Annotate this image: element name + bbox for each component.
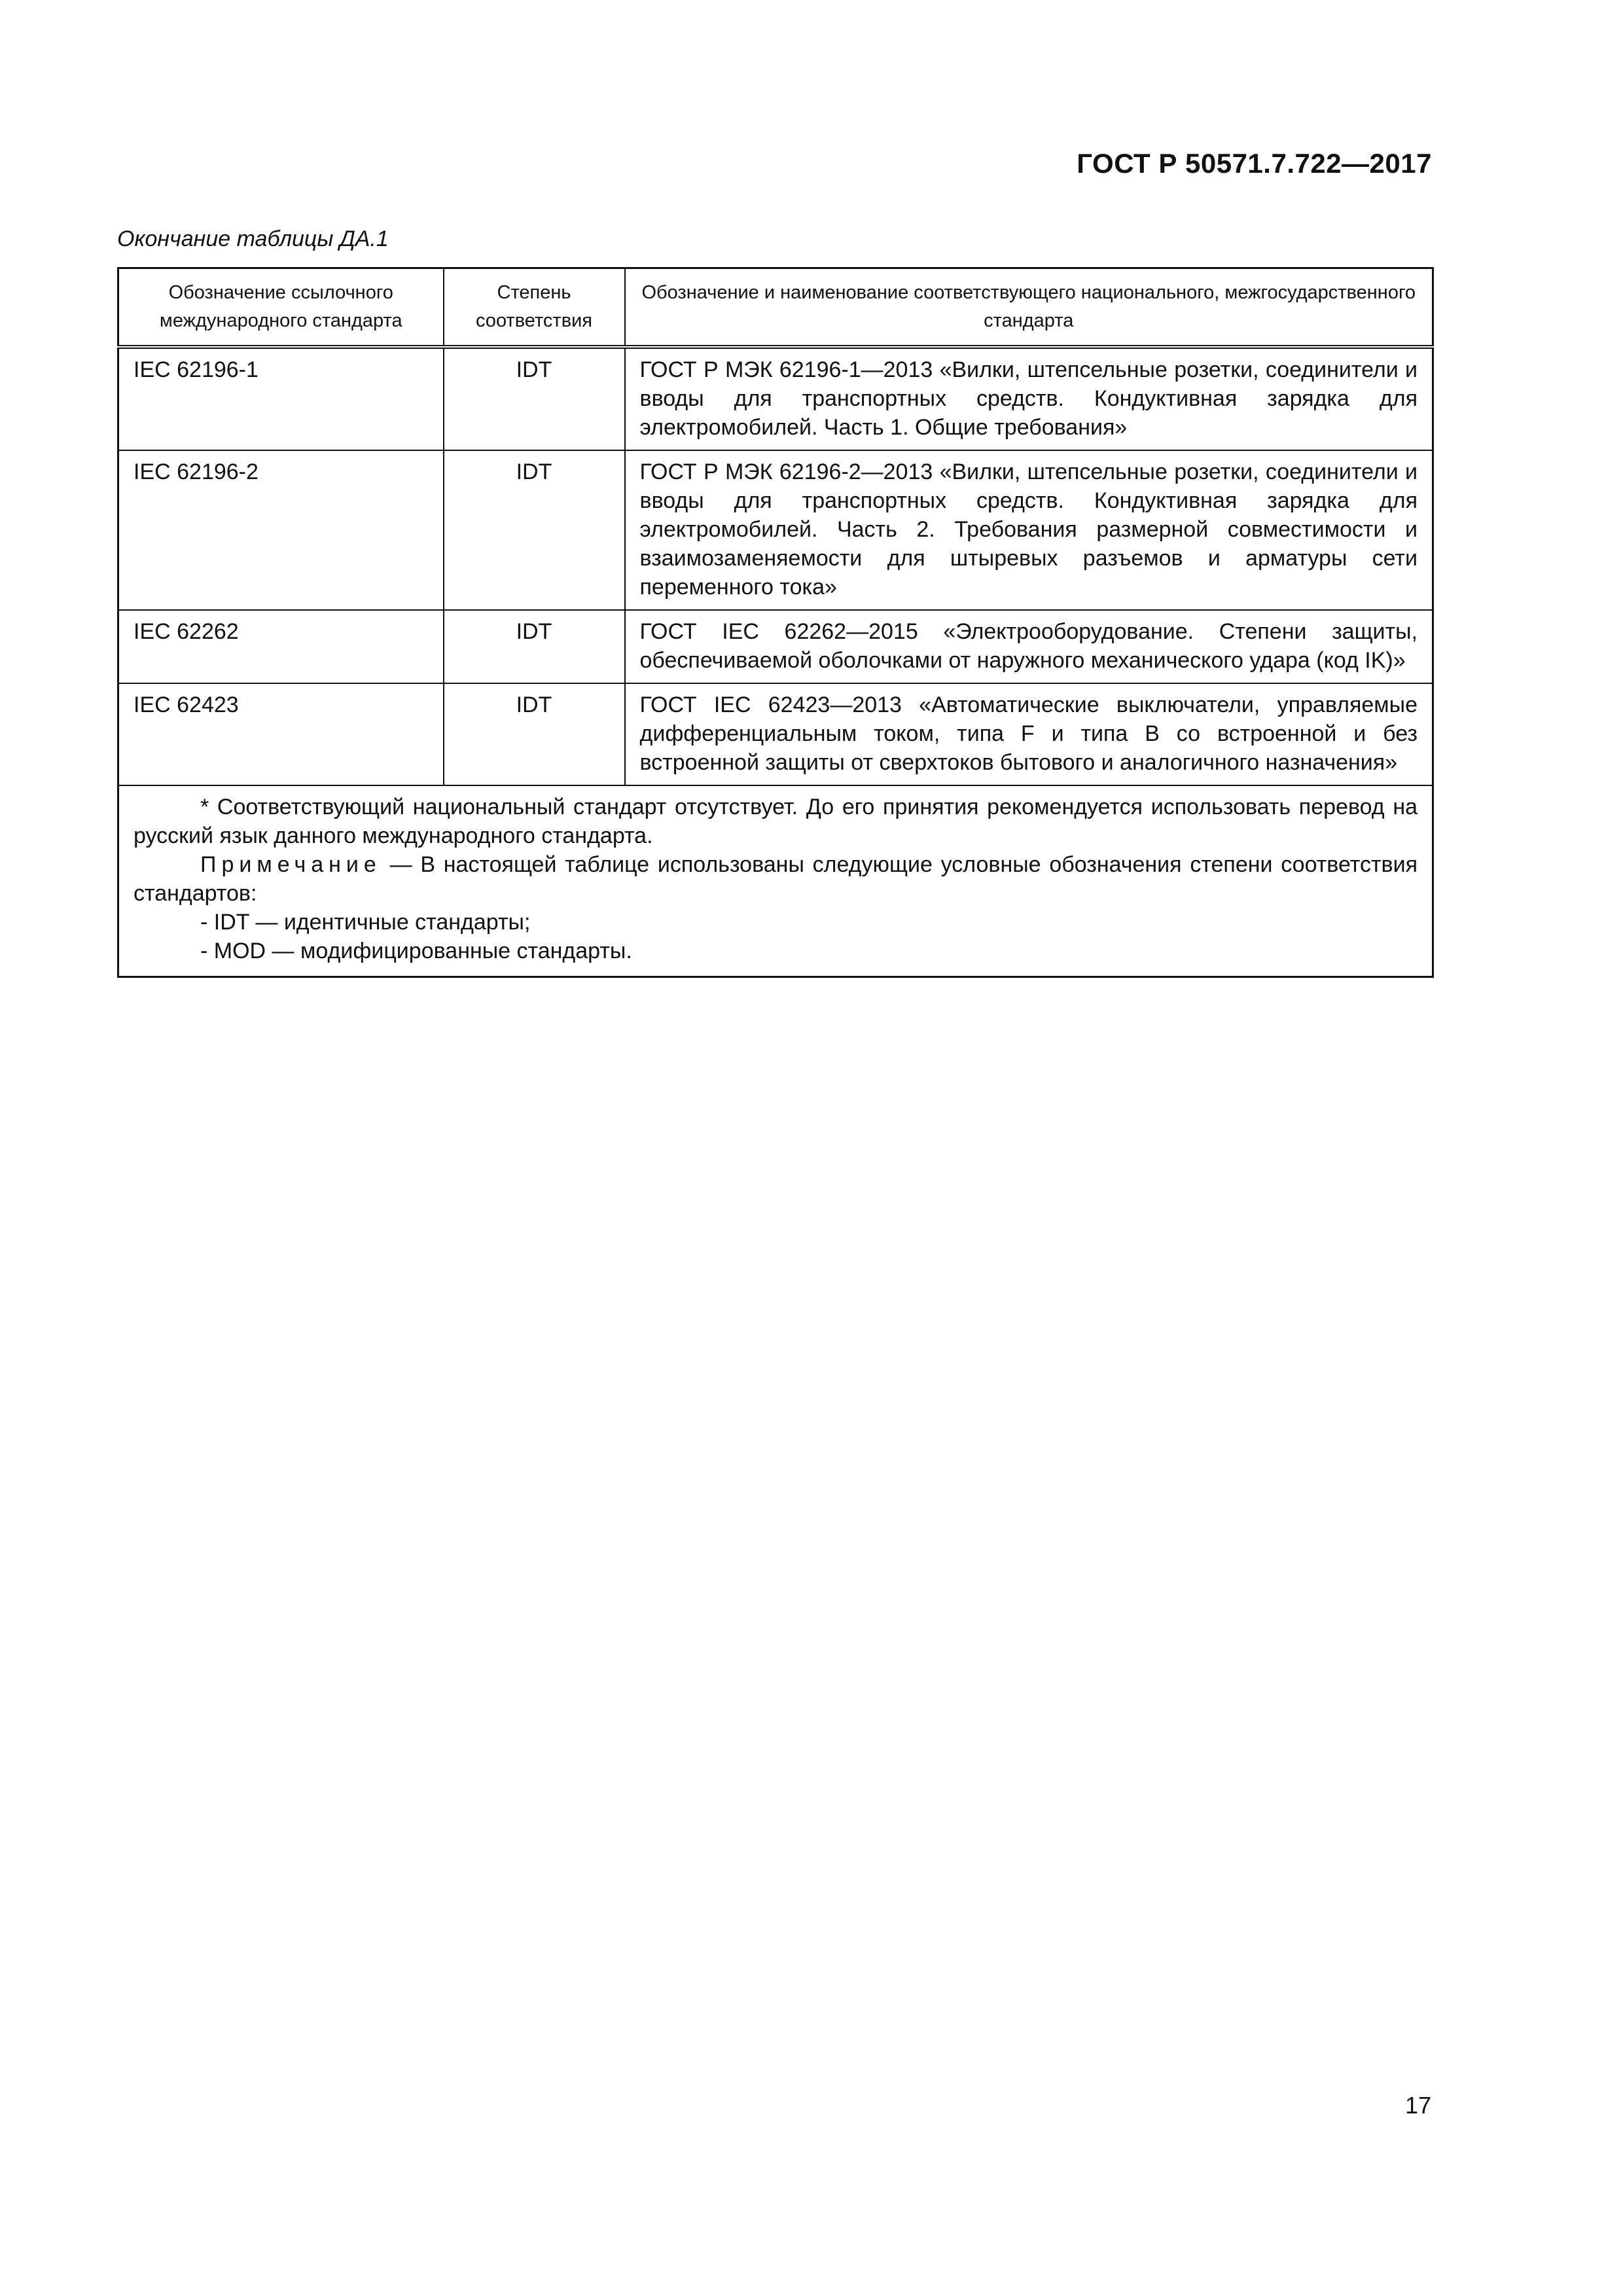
degree-cell: IDT <box>444 610 625 683</box>
table-notes <box>118 785 1433 977</box>
table-row <box>118 683 1433 785</box>
reference-standard-cell: IEC 62262 <box>118 610 444 683</box>
table-row <box>118 347 1433 450</box>
note-text: — В настоящей таблице использованы следующие условные обозначения степени соответствия стандартов: <box>134 852 1418 906</box>
reference-standard-cell: IEC 62196-1 <box>118 347 444 450</box>
national-standard-cell: ГОСТ IEC 62262—2015 «Электрооборудование. Степени защиты, обеспечиваемой оболочками от наружного механического удара (код IK)» <box>625 610 1433 683</box>
document-code: ГОСТ Р 50571.7.722—2017 <box>1077 148 1432 179</box>
degree-cell: IDT <box>444 347 625 450</box>
table-notes-row <box>118 785 1433 977</box>
legend-item-mod: - MOD — модифицированные стандарты. <box>200 939 632 963</box>
standards-correspondence-table <box>117 267 1434 978</box>
reference-standard-cell: IEC 62423 <box>118 683 444 785</box>
national-standard-cell: ГОСТ IEC 62423—2013 «Автоматические выключатели, управляемые дифференциальным током, типа F и типа B со встроенной и без встроенной защиты от сверхтоков бытового и аналогичного назначения» <box>625 683 1433 785</box>
degree-cell: IDT <box>444 683 625 785</box>
note <box>134 850 1418 908</box>
footnote: * Соответствующий национальный стандарт отсутствует. До его принятия рекомендуется использовать перевод на русский язык данного международного стандарта. <box>134 795 1418 848</box>
column-header-national-standard: Обозначение и наименование соответствующего национального, межгосударственного стандарта <box>625 268 1433 348</box>
table-header <box>118 268 1433 348</box>
note-label: Примечание <box>200 852 382 877</box>
table-row <box>118 450 1433 610</box>
national-standard-cell: ГОСТ Р МЭК 62196-2—2013 «Вилки, штепсельные розетки, соединители и вводы для транспортных средств. Кондуктивная зарядка для электромобилей. Часть 2. Требования размерной совместимости и взаимозаменяемости для штыревых разъемов и арматуры сети переменного тока» <box>625 450 1433 610</box>
table-row <box>118 610 1433 683</box>
column-header-degree: Степень соответствия <box>444 268 625 348</box>
table-caption: Окончание таблицы ДА.1 <box>117 226 389 251</box>
page-number: 17 <box>1404 2092 1431 2119</box>
national-standard-cell: ГОСТ Р МЭК 62196-1—2013 «Вилки, штепсельные розетки, соединители и вводы для транспортных средств. Кондуктивная зарядка для электромобилей. Часть 1. Общие требования» <box>625 347 1433 450</box>
reference-standard-cell: IEC 62196-2 <box>118 450 444 610</box>
degree-cell: IDT <box>444 450 625 610</box>
column-header-reference-standard: Обозначение ссылочного международного стандарта <box>118 268 444 348</box>
legend-item-idt: - IDT — идентичные стандарты; <box>200 910 531 935</box>
